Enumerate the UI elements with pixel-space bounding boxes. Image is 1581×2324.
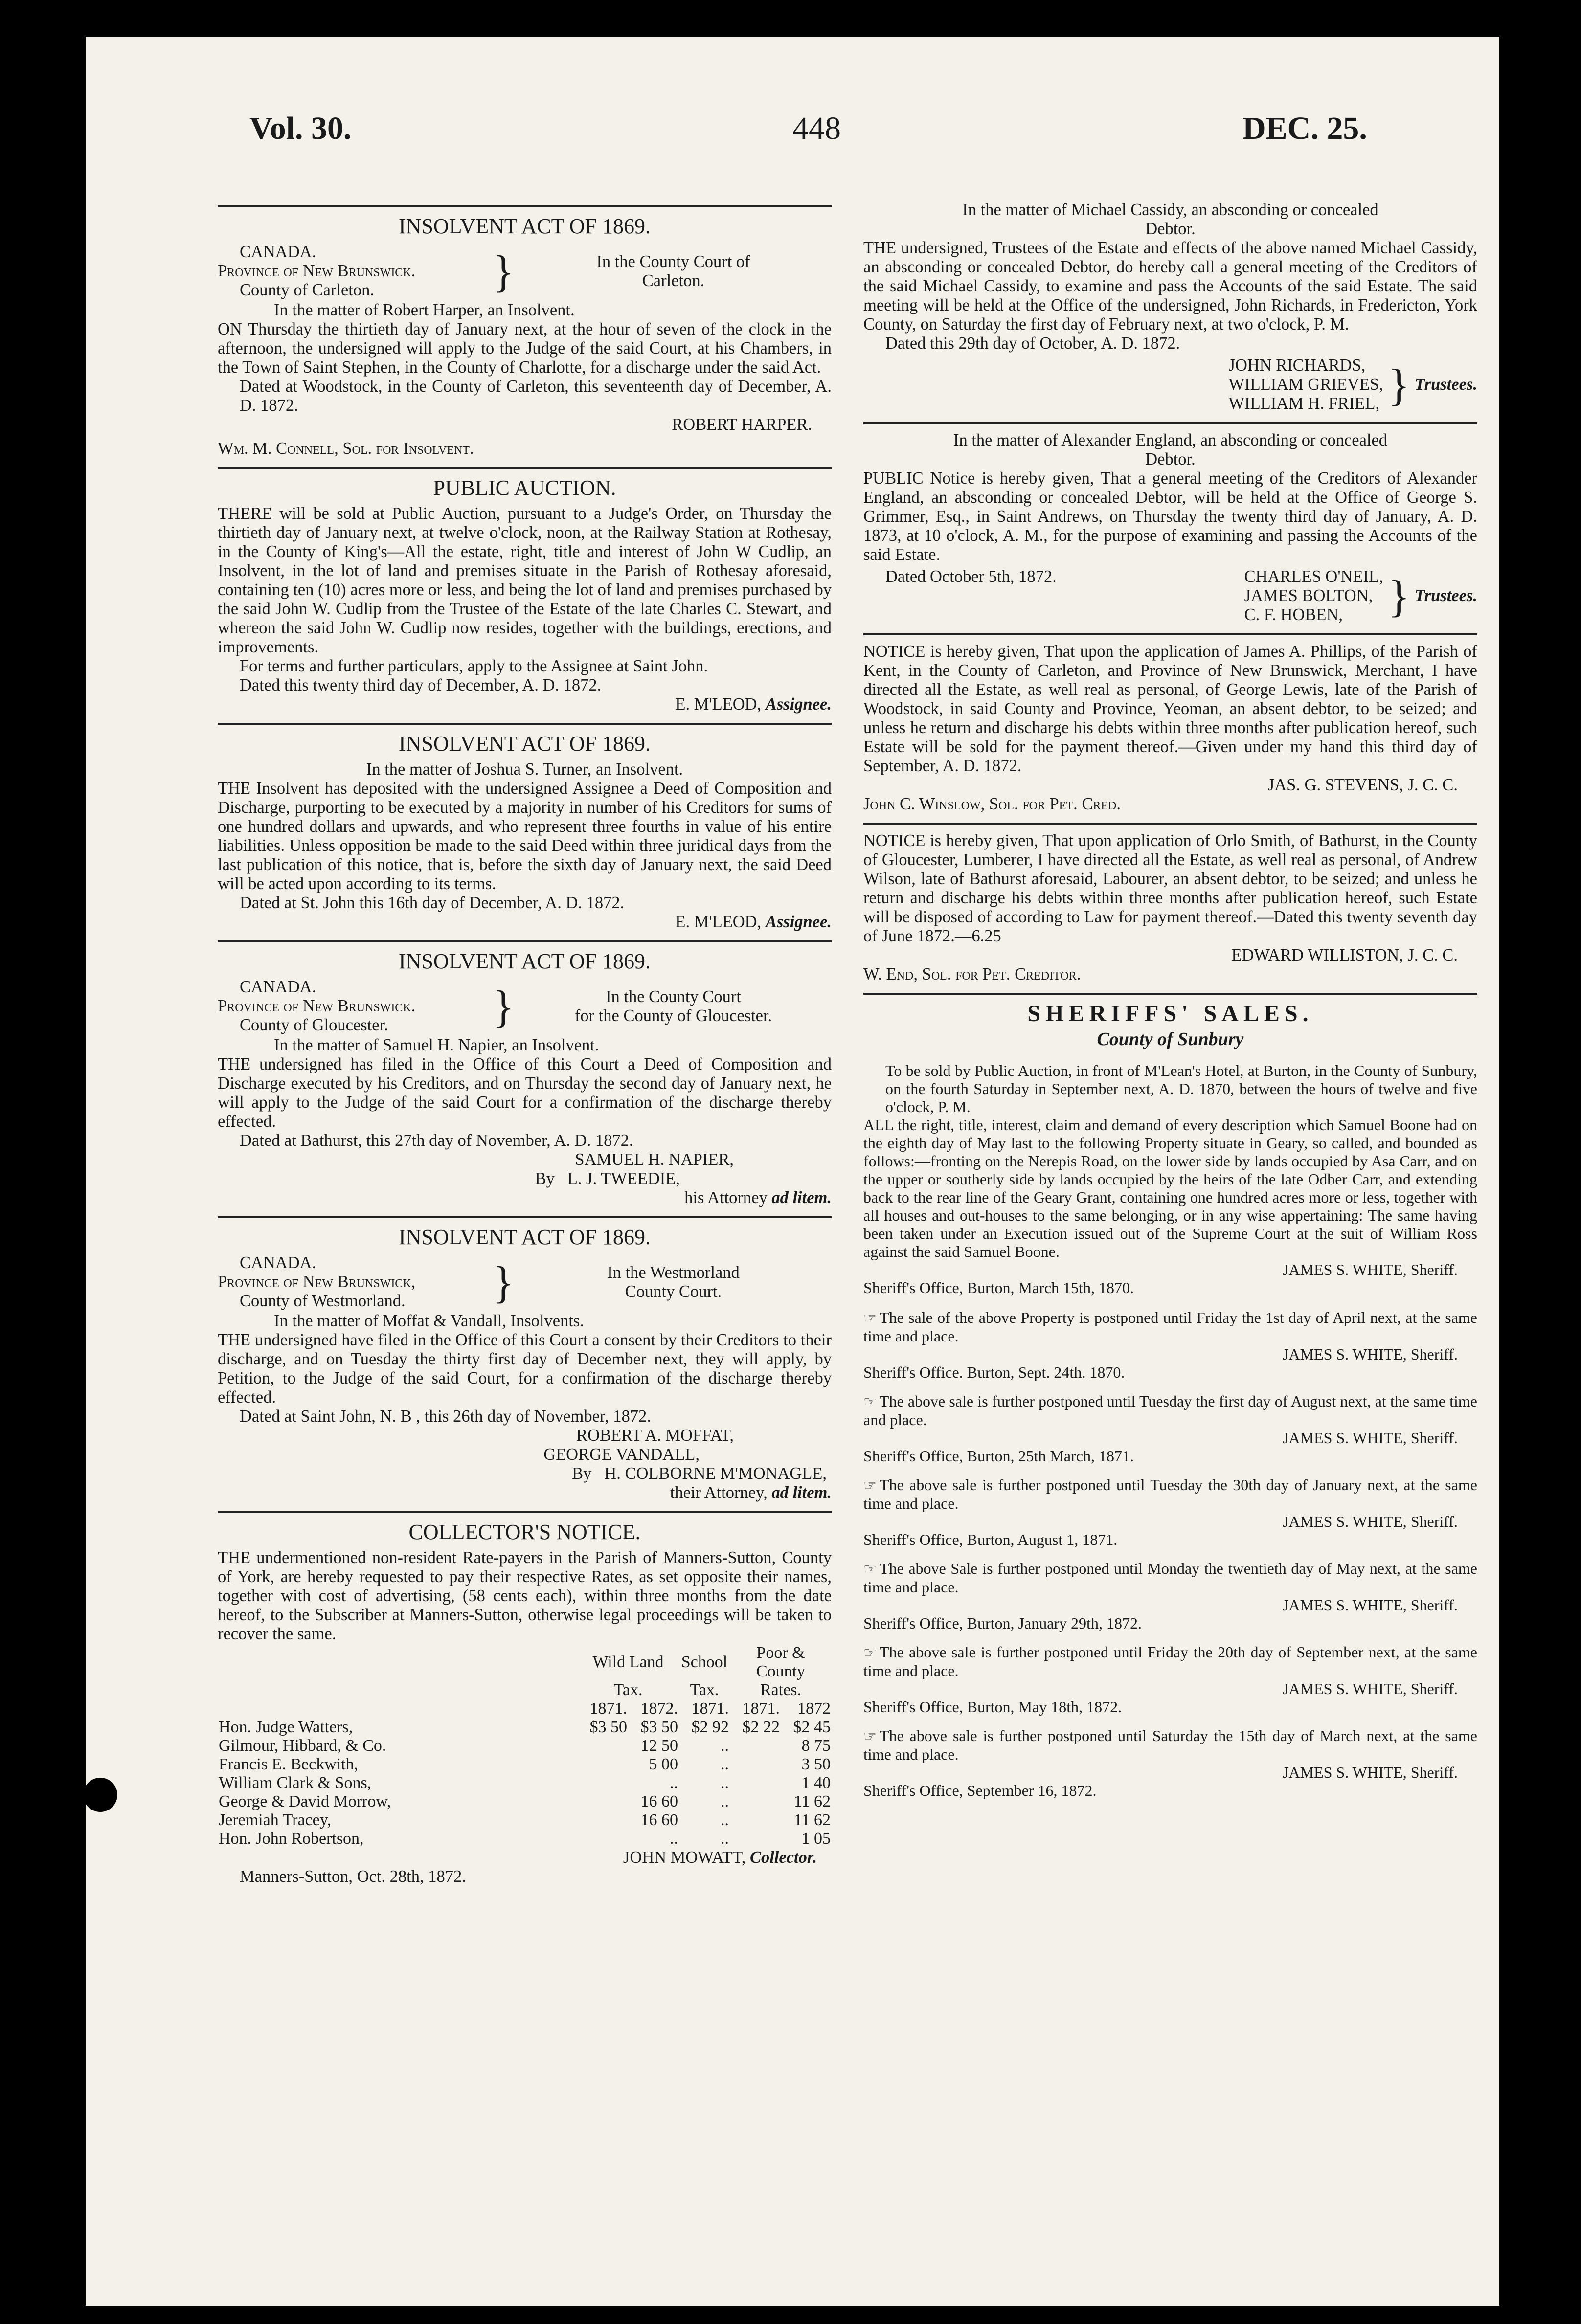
divider — [863, 823, 1477, 825]
rate-cell: 16 60 — [640, 1792, 678, 1810]
page-number: 448 — [792, 111, 841, 146]
rate-cell — [577, 1737, 628, 1755]
rate-cell: 16 60 — [640, 1811, 678, 1829]
divider — [218, 467, 832, 469]
rate-cell: .. — [721, 1774, 729, 1792]
caption-province: Province of New Brunswick. — [218, 997, 416, 1015]
attorney-role: his Attorney — [684, 1188, 768, 1207]
solicitor-line: John C. Winslow, Sol. for Pet. Cred. — [863, 795, 1121, 813]
rate-cell — [577, 1792, 628, 1811]
by-label: By — [535, 1169, 555, 1188]
ratepayer-name: Gilmour, Hibbard, & Co. — [219, 1737, 386, 1755]
binding-hole — [86, 1778, 117, 1812]
rate-cell — [730, 1737, 781, 1755]
postponement-notice — [863, 1392, 1477, 1465]
notice-body: NOTICE is hereby given, That upon application of Orlo Smith, of Bathurst, in the County of Gloucester, Lumberer, I have directed all the Estate, as well real as personal, of Andrew Wilson, late of Bathurst aforesaid, Labourer, an absent debtor, to be seized; and unless he return and discharge his debts within three months after publication hereof, such Estate will be disposed of according to Law for payment thereof.—Dated this twenty seventh day of June 1872.—6.25 — [863, 831, 1477, 945]
rate-cell: .. — [721, 1755, 729, 1773]
trustees-block — [863, 356, 1477, 413]
dated-line: Manners-Sutton, Oct. 28th, 1872. — [240, 1867, 466, 1886]
attorney-name: H. COLBORNE M'MONAGLE, — [604, 1464, 827, 1483]
pointing-hand-icon: ☞ — [863, 1310, 877, 1326]
court-caption — [218, 978, 832, 1035]
signature: JAS. G. STEVENS, J. C. C. — [1267, 776, 1458, 794]
caption-court-place: County Court. — [625, 1282, 722, 1301]
postponement-text: The above sale is further postponed until Tuesday the 30th day of January next, at the same time and place. — [863, 1476, 1477, 1512]
rate-cell: 12 50 — [640, 1737, 678, 1755]
divider — [218, 723, 832, 725]
notice-public-auction — [218, 476, 832, 714]
rate-cell: $2 22 — [742, 1718, 780, 1736]
signature: ROBERT HARPER. — [672, 415, 812, 434]
caption-canada: CANADA. — [240, 243, 316, 261]
signature-role: Assignee. — [765, 695, 832, 714]
ad-litem: ad litem. — [771, 1483, 832, 1502]
attorney-name: L. J. TWEEDIE, — [567, 1169, 680, 1188]
rate-cell — [577, 1774, 628, 1792]
terms-line: For terms and further particulars, apply to the Assignee at Saint John. — [240, 657, 708, 675]
rate-cell — [577, 1755, 628, 1774]
rate-cell: .. — [721, 1830, 729, 1848]
rate-cell: 3 50 — [801, 1755, 831, 1773]
county-heading: County of Sunbury — [1097, 1029, 1244, 1050]
divider — [863, 993, 1477, 995]
ratepayer-name: William Clark & Sons, — [219, 1774, 372, 1792]
postponement-list — [863, 1309, 1477, 1800]
table-row — [218, 1755, 832, 1774]
matter-line: In the matter of Michael Cassidy, an absconding or concealed — [962, 201, 1378, 219]
newspaper-page — [86, 37, 1499, 2306]
court-caption — [218, 1253, 832, 1311]
sheriffs-sales — [863, 1002, 1477, 1800]
rate-cell: $2 92 — [691, 1718, 729, 1736]
ratepayer-name: George & David Morrow, — [219, 1792, 391, 1810]
notice-george-lewis — [863, 642, 1477, 814]
signature: JOHN MOWATT, — [623, 1848, 746, 1867]
sale-body: ALL the right, title, interest, claim and demand of every description which Samuel Boone had on the eighth day of May last to the following Property situate in Geary, so called, and bounded as follows:—fronting on the Nerepis Road, on the lower side by lands occupied by Asa Carr, and on the upper or southerly side by lands occupied by the heirs of the late Odber Carr, and extending back to the rear line of the Geary Grant, containing one hundred acres more or less, together with all houses and out-houses to the same belonging, or in any wise appertaining: The same having been taken under an Execution issued out of the Supreme Court at the suit of William Ross against the said Samuel Boone. — [863, 1116, 1477, 1260]
office-line: Sheriff's Office. Burton, Sept. 24th. 1870. — [863, 1363, 1125, 1381]
postponement-text: The above Sale is further postponed until Monday the twentieth day of May next, at the same time and place. — [863, 1560, 1477, 1596]
notice-joshua-turner — [218, 732, 832, 932]
caption-canada: CANADA. — [240, 978, 316, 996]
office-line: Sheriff's Office, September 16, 1872. — [863, 1782, 1097, 1799]
dated-line: Dated at Woodstock, in the County of Carleton, this seventeenth day of December, A. D. 1872. — [240, 377, 832, 415]
left-column — [218, 205, 832, 1886]
office-line: Sheriff's Office, Burton, May 18th, 1872. — [863, 1698, 1122, 1716]
divider — [863, 633, 1477, 635]
notice-body: PUBLIC Notice is hereby given, That a general meeting of the Creditors of Alexander England, an absconding or concealed Debtor, will be held at the Office of George S. Grimmer, Esq., in Saint Andrews, on Thursday the twenty third day of January, A. D. 1873, at 10 o'clock, A. M., for the purpose of examining and passing the Accounts of the said Estate. — [863, 469, 1477, 564]
pointing-hand-icon: ☞ — [863, 1728, 877, 1744]
matter-line: In the matter of Samuel H. Napier, an Insolvent. — [274, 1036, 599, 1054]
caption-province: Province of New Brunswick. — [218, 262, 416, 280]
solicitor-line: Wm. M. Connell, Sol. for Insolvent. — [218, 439, 474, 458]
trustee-name: JAMES BOLTON, — [1244, 586, 1373, 605]
office-line: Sheriff's Office, Burton, March 15th, 1870. — [863, 1279, 1134, 1296]
notice-body: THERE will be sold at Public Auction, pursuant to a Judge's Order, on Thursday the thirtieth day of January next, at twelve o'clock, noon, at the Railway Station at Rothesay, in the County of King's—All the estate, right, title and interest of John W Cudlip, an Insolvent, in the lot of land and premises situate in the Parish of Rothesay aforesaid, containing ten (10) acres more or less, and being the lot of land and premises purchased by the said John W. Cudlip from the Trustee of the Estate of the late Charles C. Stewart, and whereon the said John W. Cudlip now resides, together with the buildings, erections, and improvements. — [218, 504, 832, 656]
signature: JAMES S. WHITE, Sheriff. — [1283, 1261, 1458, 1278]
signature: GEORGE VANDALL, — [543, 1445, 700, 1464]
signature-role: Trustees. — [1414, 586, 1477, 605]
year-header: 1871. — [742, 1699, 780, 1718]
pointing-hand-icon: ☞ — [863, 1645, 877, 1661]
trustee-name: CHARLES O'NEIL, — [1244, 567, 1383, 586]
dated-line: Dated October 5th, 1872. — [885, 567, 1057, 586]
office-line: Sheriff's Office, Burton, 25th March, 1871. — [863, 1447, 1134, 1465]
rate-cell: $3 50 — [589, 1718, 627, 1736]
signature: EDWARD WILLISTON, J. C. C. — [1231, 946, 1458, 964]
signature: JAMES S. WHITE, Sheriff. — [1283, 1513, 1458, 1530]
caption-court: In the Westmorland — [607, 1263, 740, 1282]
trustee-name: C. F. HOBEN, — [1244, 605, 1343, 624]
rate-cell: 8 75 — [801, 1737, 831, 1755]
postponement-text: The above sale is further postponed until Saturday the 15th day of March next, at the same time and place. — [863, 1727, 1477, 1763]
matter-line: In the matter of Robert Harper, an Insolvent. — [274, 301, 575, 319]
table-row — [218, 1737, 832, 1755]
ratepayer-name: Jeremiah Tracey, — [219, 1811, 332, 1829]
rate-cell: .. — [670, 1830, 678, 1848]
brace-glyph: } — [1388, 571, 1410, 621]
trustee-name: WILLIAM H. FRIEL, — [1228, 394, 1380, 413]
rate-cell — [730, 1792, 781, 1811]
caption-canada: CANADA. — [240, 1253, 316, 1272]
signature: E. M'LEOD, — [675, 695, 762, 714]
ratepayer-name: Francis E. Beckwith, — [219, 1755, 359, 1773]
attorney-role: their Attorney, — [670, 1483, 768, 1502]
notice-robert-harper — [218, 214, 832, 458]
right-column — [863, 201, 1477, 1810]
rate-cell — [730, 1755, 781, 1774]
trustee-name: WILLIAM GRIEVES, — [1228, 375, 1383, 394]
court-caption — [218, 243, 832, 300]
postponement-notice — [863, 1560, 1477, 1632]
divider — [218, 1216, 832, 1218]
postponement-text: The sale of the above Property is postponed until Friday the 1st day of April next, at the same time and place. — [863, 1309, 1477, 1345]
caption-county: County of Gloucester. — [240, 1016, 388, 1034]
solicitor-line: W. End, Sol. for Pet. Creditor. — [863, 965, 1081, 983]
signature-role: Trustees. — [1414, 375, 1477, 394]
table-row — [218, 1830, 832, 1848]
notice-alexander-england — [863, 431, 1477, 625]
rate-cell: 5 00 — [649, 1755, 678, 1773]
rate-cell: .. — [670, 1774, 678, 1792]
dated-line: Dated at St. John this 16th day of December, A. D. 1872. — [240, 894, 625, 912]
trustees-block — [863, 567, 1477, 625]
caption-court-place: Carleton. — [642, 271, 705, 290]
notice-michael-cassidy — [863, 201, 1477, 413]
caption-court: In the County Court — [606, 987, 741, 1006]
ratepayer-name: Hon. Judge Watters, — [219, 1718, 353, 1736]
rates-table — [218, 1644, 832, 1848]
brace-glyph: } — [1388, 359, 1410, 410]
rate-cell: $3 50 — [640, 1718, 678, 1736]
dated-line: Dated this twenty third day of December, A. D. 1872. — [240, 676, 602, 694]
signature: JAMES S. WHITE, Sheriff. — [1283, 1429, 1458, 1447]
matter-line: Debtor. — [1145, 450, 1196, 469]
notice-body: THE undermentioned non-resident Rate-payers in the Parish of Manners-Sutton, County of York, are hereby requested to pay their respective Rates, as set opposite their names, together with cost of advertising, (58 cents each), within three months from the date hereof, to the Subscriber at Manners-Sutton, otherwise legal proceedings will be taken to recover the same. — [218, 1548, 832, 1643]
caption-court: In the County Court of — [596, 252, 750, 271]
table-row — [218, 1811, 832, 1830]
caption-court-place: for the County of Gloucester. — [574, 1006, 772, 1025]
matter-line: In the matter of Alexander England, an absconding or concealed — [953, 431, 1388, 449]
caption-county: County of Westmorland. — [240, 1292, 406, 1310]
brace-glyph: } — [492, 981, 515, 1031]
table-row — [218, 1718, 832, 1737]
dated-line: Dated at Bathurst, this 27th day of November, A. D. 1872. — [240, 1131, 633, 1150]
notice-title: PUBLIC AUCTION. — [433, 476, 616, 500]
brace-glyph: } — [492, 1257, 515, 1307]
brace-glyph: } — [492, 246, 515, 296]
rate-cell — [730, 1811, 781, 1830]
trustee-name: JOHN RICHARDS, — [1228, 356, 1366, 375]
postponement-notice — [863, 1476, 1477, 1549]
postponement-text: The above sale is further postponed until Friday the 20th day of September next, at the same time and place. — [863, 1643, 1477, 1679]
postponement-notice — [863, 1643, 1477, 1716]
notice-title: COLLECTOR'S NOTICE. — [408, 1520, 641, 1544]
section-title: SHERIFFS' SALES. — [1027, 1001, 1313, 1027]
postponement-notice — [863, 1309, 1477, 1382]
signature-role: Assignee. — [765, 913, 832, 931]
rate-cell — [577, 1830, 628, 1848]
column-header: School — [681, 1653, 728, 1671]
signature: JAMES S. WHITE, Sheriff. — [1283, 1345, 1458, 1363]
notice-title: INSOLVENT ACT OF 1869. — [398, 214, 651, 238]
divider — [218, 205, 832, 207]
matter-line: In the matter of Moffat & Vandall, Insolvents. — [274, 1312, 584, 1330]
notice-samuel-napier — [218, 949, 832, 1207]
divider — [218, 940, 832, 942]
ratepayer-name: Hon. John Robertson, — [219, 1830, 364, 1848]
matter-line: Debtor. — [1145, 220, 1196, 238]
rate-cell: $2 45 — [793, 1718, 831, 1736]
notice-andrew-wilson — [863, 831, 1477, 984]
notice-title: INSOLVENT ACT OF 1869. — [398, 732, 651, 756]
signature: JAMES S. WHITE, Sheriff. — [1283, 1680, 1458, 1698]
notice-body: THE undersigned have filed in the Office of this Court a consent by their Creditors to their discharge, and on Tuesday the thirty first day of December next, they will apply, by Petition, to the Judge of the said Court, for a confirmation of the discharge thereby effected. — [218, 1331, 832, 1407]
year-header: 1872. — [640, 1699, 678, 1718]
divider — [218, 1511, 832, 1513]
rate-cell — [730, 1830, 781, 1848]
rate-cell: 11 62 — [793, 1792, 831, 1810]
matter-line: In the matter of Joshua S. Turner, an Insolvent. — [366, 760, 683, 779]
signature: JAMES S. WHITE, Sheriff. — [1283, 1596, 1458, 1614]
column-header: Poor & County — [756, 1644, 806, 1680]
notice-moffat-vandall — [218, 1225, 832, 1502]
pointing-hand-icon: ☞ — [863, 1561, 877, 1577]
postponement-notice — [863, 1727, 1477, 1800]
column-header: Tax. — [690, 1681, 719, 1699]
column-header: Tax. — [613, 1681, 643, 1699]
caption-province: Province of New Brunswick, — [218, 1273, 416, 1291]
rate-cell: 1 05 — [801, 1830, 831, 1848]
signature: E. M'LEOD, — [675, 913, 762, 931]
notice-title: INSOLVENT ACT OF 1869. — [398, 949, 651, 973]
notice-collector — [218, 1520, 832, 1886]
rate-cell: .. — [721, 1792, 729, 1810]
issue-date: DEC. 25. — [1242, 111, 1367, 146]
signature: SAMUEL H. NAPIER, — [575, 1150, 734, 1169]
divider — [863, 422, 1477, 424]
year-header: 1871. — [691, 1699, 729, 1718]
notice-body: ON Thursday the thirtieth day of January next, at the hour of seven of the clock in the afternoon, the undersigned will apply to the Judge of the said Court, at his Chambers, in the Town of Saint Stephen, in the County of Charlotte, for a discharge under the said Act. — [218, 320, 832, 377]
rate-cell: 11 62 — [793, 1811, 831, 1829]
signature: ROBERT A. MOFFAT, — [576, 1426, 734, 1445]
year-header: 1872 — [797, 1699, 831, 1718]
notice-body: THE undersigned, Trustees of the Estate and effects of the above named Michael Cassidy, an absconding or concealed Debtor, do hereby call a general meeting of the Creditors of the said Michael Cassidy, to examine and pass the Accounts of the said Estate. The said meeting will be held at the Office of the undersigned, John Richards, in Fredericton, York County, on Saturday the first day of February next, at two o'clock, P. M. — [863, 239, 1477, 334]
table-row — [218, 1774, 832, 1792]
column-header: Wild Land — [592, 1653, 664, 1671]
dated-line: Dated at Saint John, N. B , this 26th day of November, 1872. — [240, 1407, 651, 1426]
rate-cell: .. — [721, 1811, 729, 1829]
sale-intro: To be sold by Public Auction, in front of M'Lean's Hotel, at Burton, in the County of Sunbury, on the fourth Saturday in September next, A. D. 1870, between the hours of twelve and five o'clock, P. M. — [885, 1062, 1477, 1116]
notice-body: THE Insolvent has deposited with the undersigned Assignee a Deed of Composition and Discharge, purporting to be executed by a majority in number of his Creditors for sums of one hundred dollars and upwards, and who represent three fourths in value of his entire liabilities. Unless opposition be made to the said Deed within three juridical days from the last publication of this notice, that is, before the sixth day of January next, the said Deed will be acted upon according to its terms. — [218, 779, 832, 893]
volume-label: Vol. 30. — [249, 111, 352, 146]
signature-role: Collector. — [749, 1848, 817, 1867]
caption-county: County of Carleton. — [240, 281, 375, 299]
office-line: Sheriff's Office, Burton, August 1, 1871. — [863, 1531, 1118, 1548]
rate-cell — [730, 1774, 781, 1792]
column-header: Rates. — [760, 1681, 802, 1699]
dated-line: Dated this 29th day of October, A. D. 1872. — [885, 334, 1180, 353]
table-row — [218, 1792, 832, 1811]
pointing-hand-icon: ☞ — [863, 1477, 877, 1494]
signature: JAMES S. WHITE, Sheriff. — [1283, 1764, 1458, 1781]
year-header: 1871. — [589, 1699, 627, 1718]
postponement-text: The above sale is further postponed until Tuesday the first day of August next, at the same time and place. — [863, 1392, 1477, 1429]
rate-cell: 1 40 — [801, 1774, 831, 1792]
by-label: By — [572, 1464, 592, 1483]
notice-body: THE undersigned has filed in the Office of this Court a Deed of Composition and Discharge executed by his Creditors, and on Thursday the second day of January next, he will apply to the Judge of the said Court for a confirmation of the discharge thereby effected. — [218, 1055, 832, 1131]
pointing-hand-icon: ☞ — [863, 1394, 877, 1410]
office-line: Sheriff's Office, Burton, January 29th, 1872. — [863, 1614, 1142, 1632]
notice-title: INSOLVENT ACT OF 1869. — [398, 1225, 651, 1249]
ad-litem: ad litem. — [771, 1188, 832, 1207]
rate-cell: .. — [721, 1737, 729, 1755]
rate-cell — [577, 1811, 628, 1830]
notice-body: NOTICE is hereby given, That upon the application of James A. Phillips, of the Parish of Kent, in the County of Carleton, and Province of New Brunswick, Merchant, I have directed all the Estate, as well real as personal, of George Lewis, late of the Parish of Woodstock, in said County and Province, Yeoman, an absent debtor, to be seized; and unless he return and discharge his debts within three months after publication hereof, such Estate will be sold for the payment thereof.—Given under my hand this third day of September, A. D. 1872. — [863, 642, 1477, 775]
